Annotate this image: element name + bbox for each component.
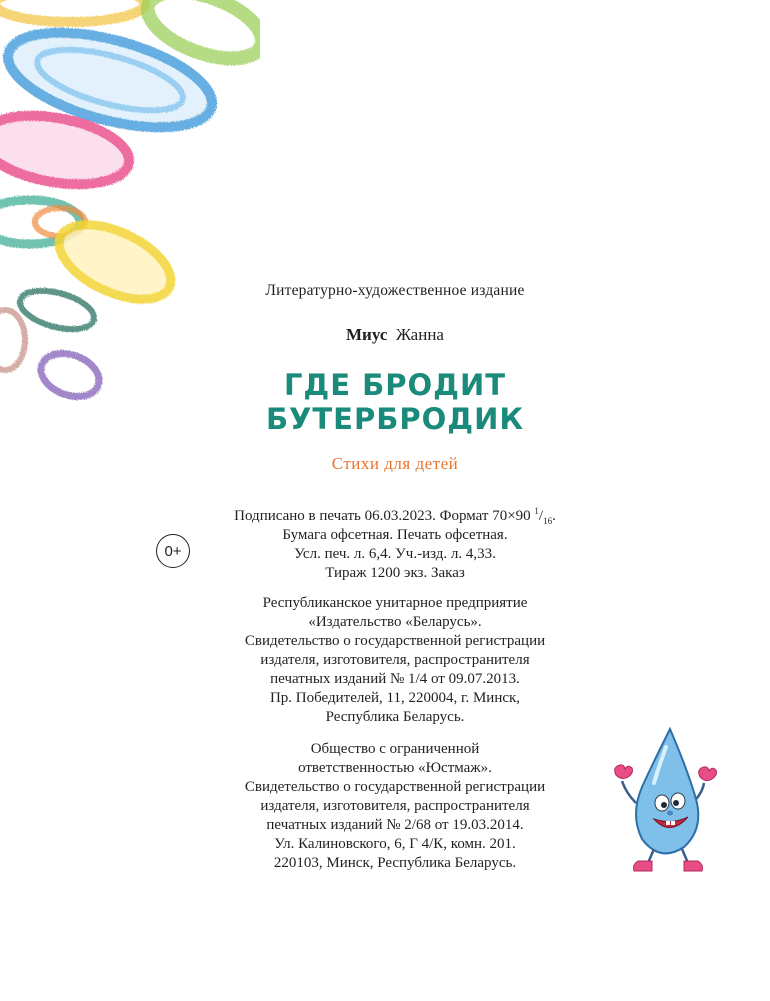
crayon-scribbles-decoration [0, 0, 260, 420]
author-name: Жанна [395, 325, 444, 344]
author-line [150, 325, 640, 345]
printer-line: печатных изданий № 2/68 от 19.03.2014. [266, 817, 524, 833]
genre-label: Литературно-художественное издание [265, 282, 525, 299]
book-title-line-1: ГДЕ БРОДИТ [283, 368, 507, 402]
brown-scribble [0, 310, 25, 370]
book-title [150, 368, 640, 436]
printer-line: ответственностью «Юстмаж». [298, 760, 492, 776]
water-drop-mascot-illustration [608, 725, 718, 877]
publisher-line: Пр. Победителей, 11, 220004, г. Минск, [269, 690, 521, 706]
printer-line: Общество с ограниченной [310, 741, 480, 757]
printer-info [150, 740, 640, 873]
imprint-line: Усл. печ. л. 6,4. Уч.-изд. л. 4,33. [294, 546, 496, 562]
author-surname: Миус [346, 325, 388, 344]
printer-line: 220103, Минск, Республика Беларусь. [273, 855, 517, 871]
imprint-line: Тираж 1200 экз. Заказ [325, 565, 465, 581]
publisher-line: «Издательство «Беларусь». [308, 614, 482, 630]
publisher-line: издателя, изготовителя, распространителя [260, 652, 530, 668]
publisher-line: Республика Беларусь. [325, 709, 465, 725]
imprint-line: Бумага офсетная. Печать офсетная. [282, 527, 508, 543]
publisher-line: печатных изданий № 1/4 от 09.07.2013. [270, 671, 520, 687]
dark-green-scribble [16, 284, 98, 337]
printer-line: издателя, изготовителя, распространителя [260, 798, 530, 814]
subtitle: Стихи для детей [331, 454, 459, 473]
publisher-info [150, 594, 640, 727]
printer-line: Ул. Калиновского, 6, Г 4/К, комн. 201. [274, 836, 516, 852]
yellow-scribble [0, 0, 145, 22]
publisher-line: Республиканское унитарное предприятие [262, 595, 528, 611]
imprint-line: Подписано в печать 06.03.2023. Формат 70×90 $^1/_{16}$. [234, 506, 556, 526]
age-rating-badge: 0+ [156, 534, 190, 568]
purple-scribble [35, 346, 105, 404]
book-title-line-2: БУТЕРБРОДИК [265, 402, 525, 436]
imprint-info [150, 507, 640, 583]
printer-line: Свидетельство о государственной регистрации [244, 779, 546, 795]
publisher-line: Свидетельство о государственной регистрации [244, 633, 546, 649]
